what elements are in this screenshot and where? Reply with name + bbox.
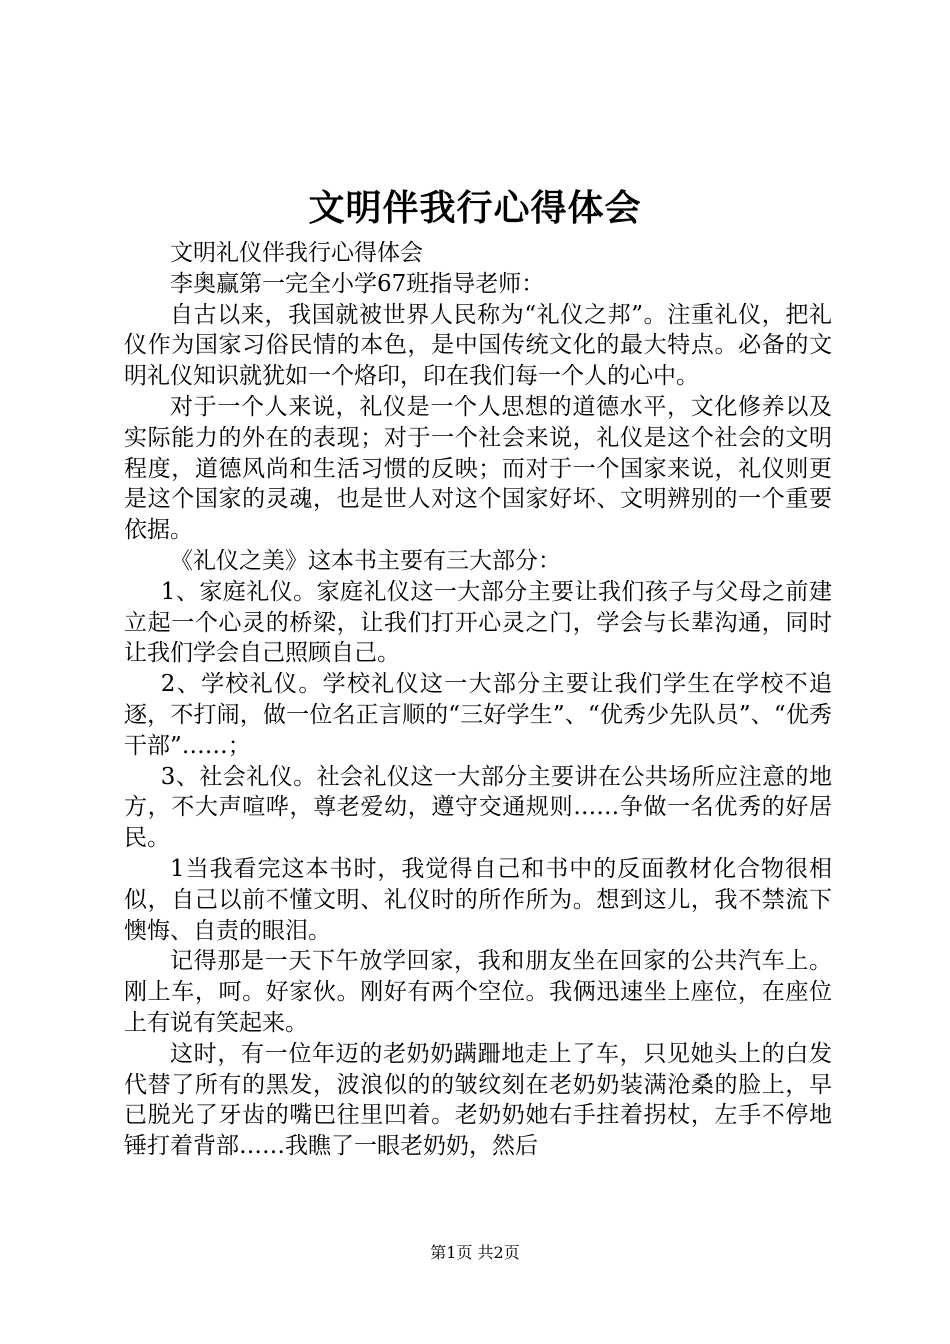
subtitle-paragraph: 文明礼仪伴我行心得体会 bbox=[170, 240, 423, 266]
body-paragraph: 1当我看完这本书时，我觉得自己和书中的反面教材化合物很相似，自己以前不懂文明、礼仪时的所作所为。想到这儿，我不禁流下懊悔、自责的眼泪。 bbox=[124, 855, 832, 944]
body-paragraph: 记得那是一天下午放学回家，我和朋友坐在回家的公共汽车上。刚上车，呵。好家伙。刚好有两个空位。我俩迅速坐上座位，在座位上有说有笑起来。 bbox=[124, 948, 832, 1036]
list-paragraph: 2、学校礼仪。学校礼仪这一大部分主要让我们学生在学校不追逐，不打闹，做一位名正言顺的“三好学生”、“优秀少先队员”、“优秀干部”……； bbox=[124, 671, 832, 759]
list-paragraph: 3、社会礼仪。社会礼仪这一大部分主要讲在公共场所应注意的地方，不大声喧哗，尊老爱幼，遵守交通规则……争做一名优秀的好居民。 bbox=[124, 763, 832, 852]
author-paragraph: 李奥赢第一完全小学67班指导老师： bbox=[170, 270, 545, 297]
list-paragraph: 1、家庭礼仪。家庭礼仪这一大部分主要让我们孩子与父母之前建立起一个心灵的桥梁，让我们打开心灵之门，学会与长辈沟通，同时让我们学会自己照顾自己。 bbox=[124, 578, 832, 667]
page-footer: 第1页 共2页 bbox=[430, 1243, 520, 1262]
body-paragraph: 这时，有一位年迈的老奶奶蹒跚地走上了车，只见她头上的白发代替了所有的黑发，波浪似的的皱纹刻在老奶奶装满沧桑的脸上，早已脱光了牙齿的嘴巴往里凹着。老奶奶她右手拄着拐杖，左手不停地锤打着背部……我瞧了一眼老奶奶，然后 bbox=[124, 1040, 832, 1160]
body-paragraph: 《礼仪之美》这本书主要有三大部分： bbox=[170, 547, 561, 574]
body-paragraph: 自古以来，我国就被世界人民称为“礼仪之邦”。注重礼仪，把礼仪作为国家习俗民情的本色，是中国传统文化的最大特点。必备的文明礼仪知识就犹如一个烙印，印在我们每一个人的心中。 bbox=[124, 301, 832, 390]
body-paragraph: 对于一个人来说，礼仪是一个人思想的道德水平，文化修养以及实际能力的外在的表现；对于一个社会来说，礼仪是这个社会的文明程度，道德风尚和生活习惯的反映；而对于一个国家来说，礼仪则更是这个国家的灵魂，也是世人对这个国家好坏、文明辨别的一个重要依据。 bbox=[124, 393, 832, 544]
document-title: 文明伴我行心得体会 bbox=[308, 187, 642, 229]
document-body bbox=[124, 238, 832, 1162]
